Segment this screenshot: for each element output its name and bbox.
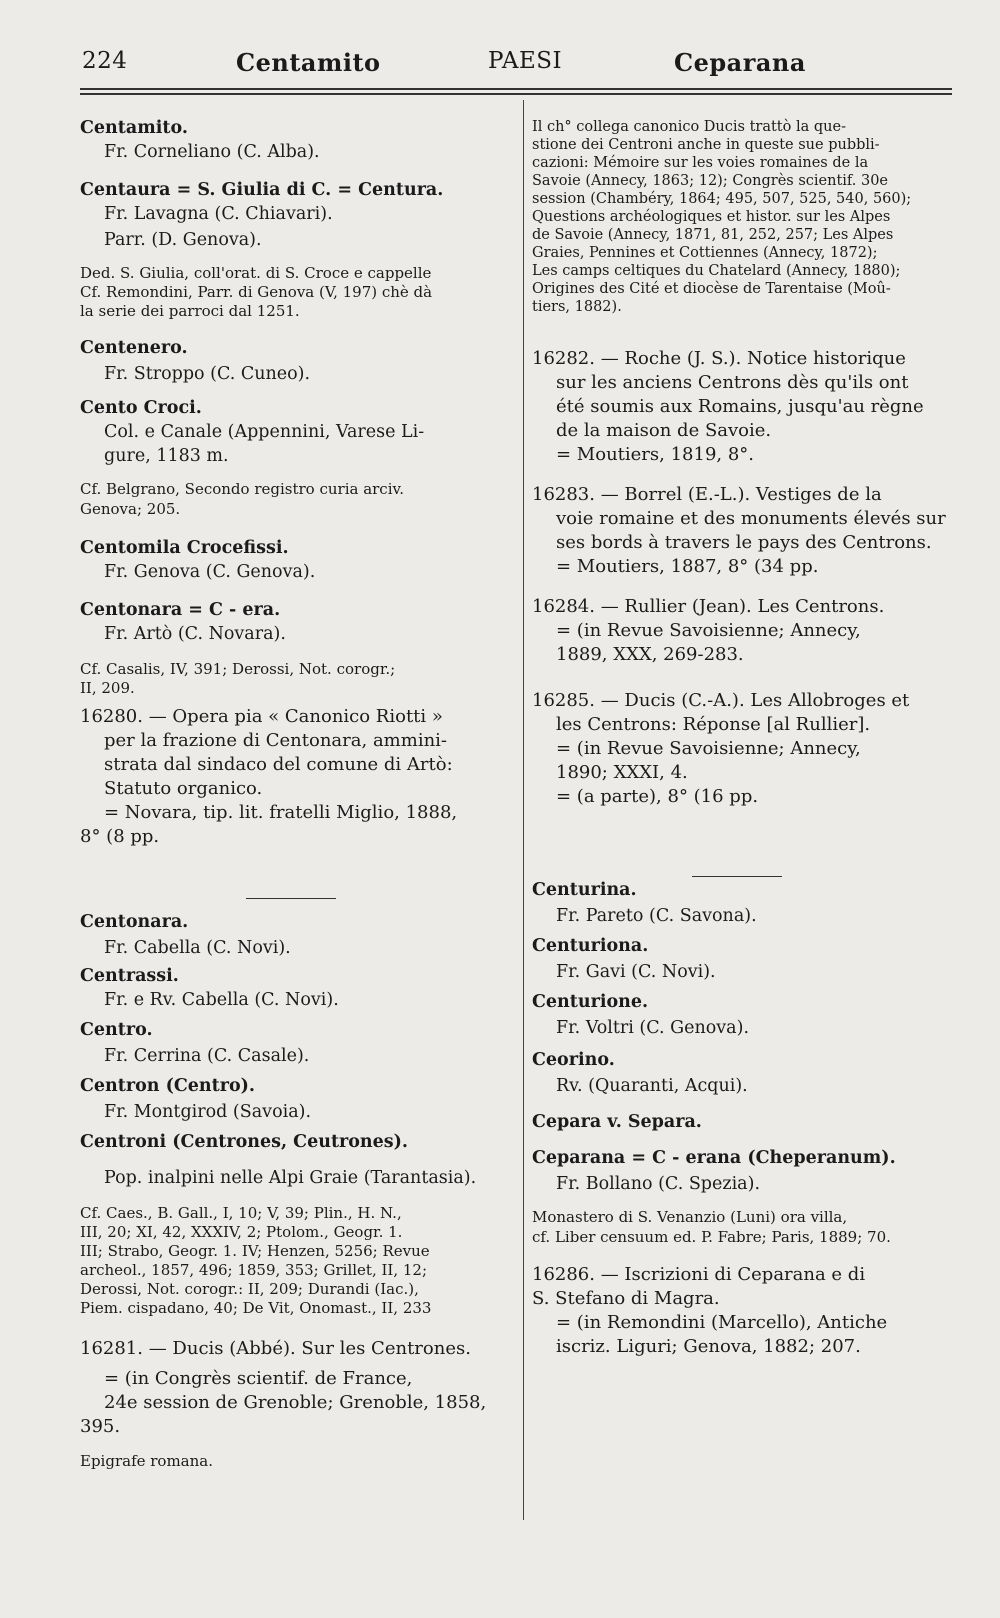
left-note-line: Cf. Caes., B. Gall., I, 10; V, 39; Plin., H. N., <box>80 1204 402 1222</box>
left-entry-heading: Centomila Crocefissi. <box>80 538 289 558</box>
left-entry-detail: Parr. (D. Genova). <box>104 230 262 250</box>
right-bibliography-line: 16283. — Borrel (E.-L.). Vestiges de la <box>532 484 882 505</box>
right-bibliography-line: = Moutiers, 1819, 8°. <box>556 444 755 465</box>
left-note-line: III, 20; XI, 42, XXXIV, 2; Ptolom., Geogr. 1. <box>80 1223 403 1241</box>
right-entry-detail: Fr. Bollano (C. Spezia). <box>556 1174 761 1194</box>
right-note-line: cf. Liber censuum ed. P. Fabre; Paris, 1889; 70. <box>532 1228 891 1246</box>
right-bibliography-line: iscriz. Liguri; Genova, 1882; 207. <box>556 1336 861 1357</box>
left-entry-detail: Fr. Cabella (C. Novi). <box>104 938 291 958</box>
right-note-line: stione dei Centroni anche in queste sue pubbli- <box>532 137 880 153</box>
right-bibliography-line: = (a parte), 8° (16 pp. <box>556 786 759 807</box>
right-note-line: cazioni: Mémoire sur les voies romaines de la <box>532 155 869 171</box>
left-entry-heading: Centro. <box>80 1020 153 1040</box>
left-note-line: II, 209. <box>80 679 135 697</box>
left-note-line: III; Strabo, Geogr. 1. IV; Henzen, 5256; Revue <box>80 1242 430 1260</box>
left-entry-detail: Fr. e Rv. Cabella (C. Novi). <box>104 990 339 1010</box>
right-entry-detail: Fr. Gavi (C. Novi). <box>556 962 716 982</box>
left-entry-detail: Fr. Cerrina (C. Casale). <box>104 1046 310 1066</box>
right-bibliography-line: de la maison de Savoie. <box>556 420 772 441</box>
header-rule-top <box>80 88 952 90</box>
left-note-line: Cf. Remondini, Parr. di Genova (V, 197) chè dà <box>80 283 433 301</box>
left-note-line: Derossi, Not. corogr.: II, 209; Durandi (Iac.), <box>80 1280 419 1298</box>
right-bibliography-line: voie romaine et des monuments élevés sur <box>556 508 946 529</box>
left-entry-heading: Centroni (Centrones, Ceutrones). <box>80 1132 409 1152</box>
left-bibliography-line: = Novara, tip. lit. fratelli Miglio, 1888, <box>104 802 458 823</box>
right-bibliography-line: sur les anciens Centrons dès qu'ils ont <box>556 372 909 393</box>
left-bibliography-line: 24e session de Grenoble; Grenoble, 1858, <box>104 1392 487 1413</box>
left-entry-detail: Fr. Montgirod (Savoia). <box>104 1102 312 1122</box>
left-entry-detail: Fr. Artò (C. Novara). <box>104 624 286 644</box>
left-bibliography-line: Statuto organico. <box>104 778 263 799</box>
left-entry-detail: Fr. Corneliano (C. Alba). <box>104 142 320 162</box>
right-entry-heading: Centurione. <box>532 992 649 1012</box>
right-note-line: Origines des Cité et diocèse de Tarentaise (Moû- <box>532 281 891 297</box>
right-note-line: Graies, Pennines et Cottiennes (Annecy, 1872); <box>532 245 878 261</box>
left-entry-detail: Fr. Genova (C. Genova). <box>104 562 316 582</box>
left-bibliography-line: = (in Congrès scientif. de France, <box>104 1368 413 1389</box>
left-entry-heading: Centamito. <box>80 118 188 138</box>
left-entry-heading: Centron (Centro). <box>80 1076 255 1096</box>
left-note-line: Piem. cispadano, 40; De Vit, Onomast., II, 233 <box>80 1299 432 1317</box>
right-entry-heading: Cepara v. Separa. <box>532 1112 702 1132</box>
left-entry-detail: Fr. Lavagna (C. Chiavari). <box>104 204 333 224</box>
right-entry-detail: Fr. Voltri (C. Genova). <box>556 1018 750 1038</box>
right-note-line: Il ch° collega canonico Ducis trattò la que- <box>532 119 846 135</box>
right-bibliography-line: 1889, XXX, 269-283. <box>556 644 744 665</box>
left-note-line: Ded. S. Giulia, coll'orat. di S. Croce e cappelle <box>80 264 432 282</box>
left-bibliography-line: 8° (8 pp. <box>80 826 160 847</box>
right-bibliography-line: 1890; XXXI, 4. <box>556 762 688 783</box>
left-note-line: la serie dei parroci dal 1251. <box>80 302 300 320</box>
left-entry-detail: Fr. Stroppo (C. Cuneo). <box>104 364 311 384</box>
right-bibliography-line: = (in Revue Savoisienne; Annecy, <box>556 620 861 641</box>
right-entry-heading: Ceparana = C - erana (Cheperanum). <box>532 1148 896 1168</box>
left-bibliography-line: strata dal sindaco del comune di Artò: <box>104 754 453 775</box>
page-number: 224 <box>82 48 128 74</box>
running-head-first-entry: Centamito <box>236 48 381 77</box>
left-entry-detail: gure, 1183 m. <box>104 446 229 466</box>
right-note-line: Questions archéologiques et histor. sur les Alpes <box>532 209 891 225</box>
right-bibliography-line: 16285. — Ducis (C.-A.). Les Allobroges et <box>532 690 910 711</box>
right-entry-detail: Fr. Pareto (C. Savona). <box>556 906 757 926</box>
right-note-line: Monastero di S. Venanzio (Luni) ora villa, <box>532 1208 848 1226</box>
entry-separator-right <box>692 876 782 877</box>
right-bibliography-line: = (in Revue Savoisienne; Annecy, <box>556 738 861 759</box>
left-entry-heading: Cento Croci. <box>80 398 202 418</box>
right-bibliography-line: ses bords à travers le pays des Centrons. <box>556 532 932 553</box>
right-entry-detail: Rv. (Quaranti, Acqui). <box>556 1076 748 1096</box>
header-rule-bottom <box>80 93 952 95</box>
right-bibliography-line: = (in Remondini (Marcello), Antiche <box>556 1312 888 1333</box>
entry-separator-left <box>246 898 336 899</box>
right-bibliography-line: les Centrons: Réponse [al Rullier]. <box>556 714 871 735</box>
right-note-line: tiers, 1882). <box>532 299 622 315</box>
left-entry-detail: Col. e Canale (Appennini, Varese Li- <box>104 422 425 442</box>
left-note-line: Cf. Belgrano, Secondo registro curia arciv. <box>80 480 404 498</box>
right-bibliography-line: 16282. — Roche (J. S.). Notice historique <box>532 348 906 369</box>
left-entry-heading: Centonara. <box>80 912 189 932</box>
right-bibliography-line: 16284. — Rullier (Jean). Les Centrons. <box>532 596 885 617</box>
left-bibliography-line: 395. <box>80 1416 121 1437</box>
right-bibliography-line: été soumis aux Romains, jusqu'au règne <box>556 396 924 417</box>
right-note-line: de Savoie (Annecy, 1871, 81, 252, 257; Les Alpes <box>532 227 894 243</box>
right-note-line: session (Chambéry, 1864; 495, 507, 525, 540, 560); <box>532 191 912 207</box>
left-bibliography-line: per la frazione di Centonara, ammini- <box>104 730 448 751</box>
left-entry-heading: Centaura = S. Giulia di C. = Centura. <box>80 180 444 200</box>
left-note-line: Cf. Casalis, IV, 391; Derossi, Not. corogr.; <box>80 660 396 678</box>
running-head-last-entry: Ceparana <box>674 48 806 77</box>
left-note-line: Epigrafe romana. <box>80 1452 214 1470</box>
left-bibliography-line: 16281. — Ducis (Abbé). Sur les Centrones. <box>80 1338 471 1359</box>
running-head-section: PAESI <box>488 48 563 74</box>
left-entry-heading: Centonara = C - era. <box>80 600 281 620</box>
left-entry-detail: Pop. inalpini nelle Alpi Graie (Tarantasia). <box>104 1168 477 1188</box>
left-bibliography-line: 16280. — Opera pia « Canonico Riotti » <box>80 706 443 727</box>
left-note-line: Genova; 205. <box>80 500 181 518</box>
left-note-line: archeol., 1857, 496; 1859, 353; Grillet, II, 12; <box>80 1261 428 1279</box>
right-bibliography-line: S. Stefano di Magra. <box>532 1288 720 1309</box>
right-note-line: Les camps celtiques du Chatelard (Annecy, 1880); <box>532 263 901 279</box>
left-entry-heading: Centenero. <box>80 338 188 358</box>
right-bibliography-line: = Moutiers, 1887, 8° (34 pp. <box>556 556 819 577</box>
left-entry-heading: Centrassi. <box>80 966 179 986</box>
right-bibliography-line: 16286. — Iscrizioni di Ceparana e di <box>532 1264 866 1285</box>
right-entry-heading: Ceorino. <box>532 1050 615 1070</box>
right-entry-heading: Centurina. <box>532 880 637 900</box>
right-entry-heading: Centuriona. <box>532 936 649 956</box>
right-note-line: Savoie (Annecy, 1863; 12); Congrès scientif. 30e <box>532 173 889 189</box>
